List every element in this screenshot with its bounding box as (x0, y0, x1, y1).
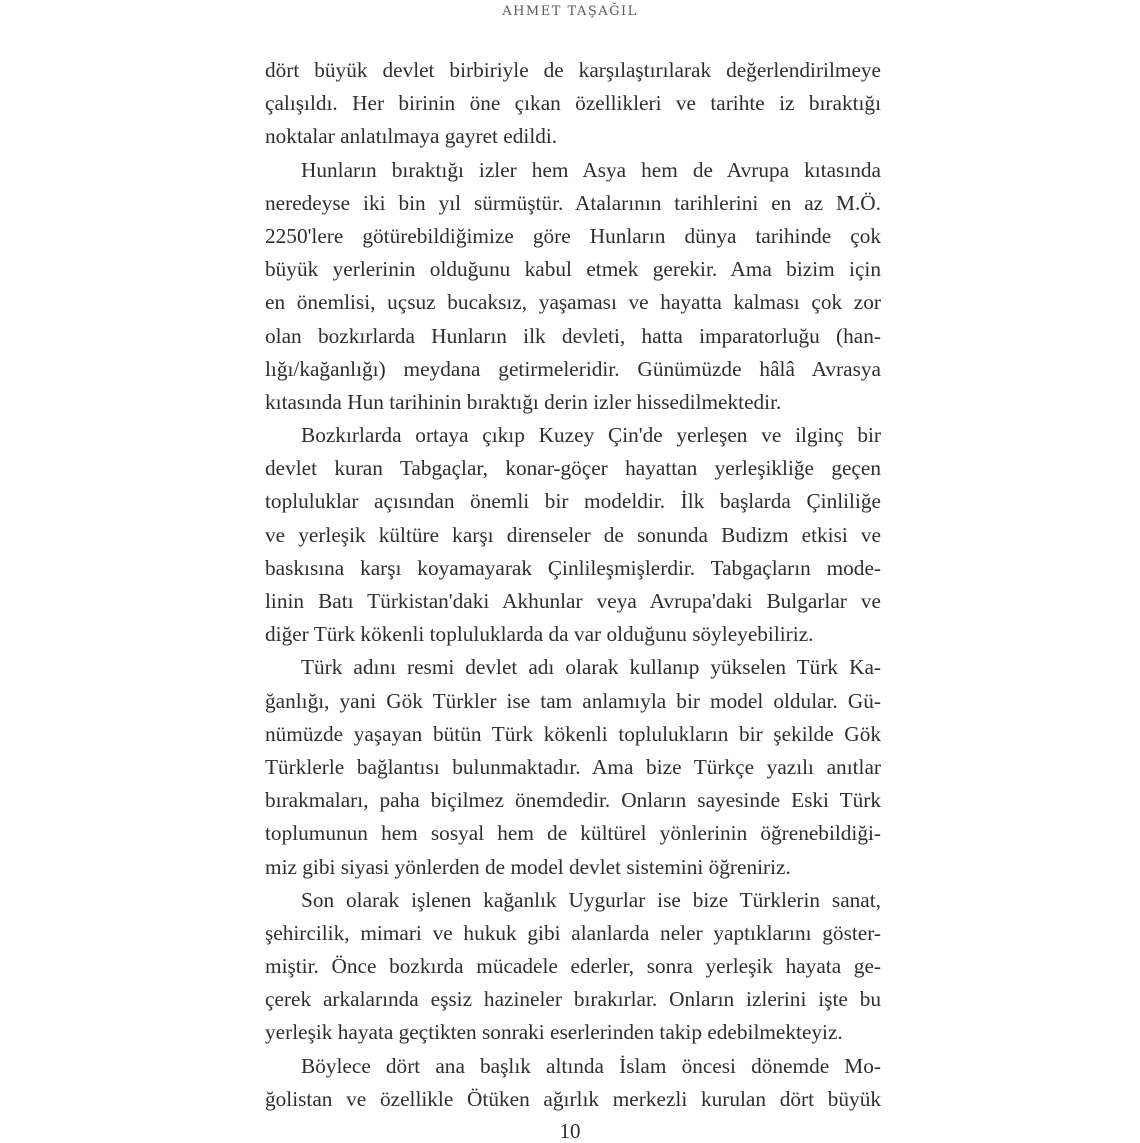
text-line: noktalar anlatılmaya gayret edildi. (265, 124, 558, 149)
text-line: topluluklar açısından önemli bir modeldir. İlk başlarda Çinliliğe (265, 489, 881, 514)
text-line: Hunların bıraktığı izler hem Asya hem de Avrupa kıtasında (301, 157, 881, 182)
text-line: linin Batı Türkistan'daki Akhunlar veya Avrupa'daki Bulgarlar ve (265, 589, 881, 613)
text-line: büyük yerlerinin olduğunu kabul etmek gerekir. Ama bizim için (265, 257, 881, 282)
running-header: AHMET TAŞAĞIL (502, 4, 638, 19)
text-line: lığı/kağanlığı) meydana getirmeleridir. Günümüzde hâlâ Avrasya (265, 356, 881, 381)
text-line: baskısına karşı koyamayarak Çinlileşmişlerdir. Tabgaçların mode- (265, 555, 881, 580)
body-text (265, 54, 881, 1116)
text-line: ve yerleşik kültüre karşı direnseler de sonunda Budizm etkisi ve (265, 522, 881, 547)
text-line: nümüzde yaşayan bütün Türk kökenli toplulukların bir şekilde Gök (265, 721, 881, 746)
text-line: olan bozkırlarda Hunların ilk devleti, hatta imparatorluğu (han- (265, 323, 881, 348)
page-number: 10 (559, 1119, 581, 1143)
text-line: Son olarak işlenen kağanlık Uygurlar ise bize Türklerin sanat, (301, 887, 881, 912)
text-line: Bozkırlarda ortaya çıkıp Kuzey Çin'de yerleşen ve ilginç bir (301, 423, 881, 448)
text-line: 2250'lere götürebildiğimize göre Hunların dünya tarihinde çok (265, 223, 881, 248)
text-line: ğolistan ve özellikle Ötüken ağırlık merkezli kurulan dört büyük (265, 1086, 881, 1111)
text-line: devlet kuran Tabgaçlar, konar-göçer hayattan yerleşikliğe geçen (265, 456, 881, 481)
text-line: şehircilik, mimari ve hukuk gibi alanlarda neler yaptıklarını göster- (265, 920, 881, 945)
text-line: neredeyse iki bin yıl sürmüştür. Atalarının tarihlerini en az M.Ö. (265, 190, 881, 215)
text-line: diğer Türk kökenli topluluklarda da var olduğunu söyleyebiliriz. (265, 622, 814, 647)
text-line: yerleşik hayata geçtikten sonraki eserlerinden takip edebilmekteyiz. (265, 1020, 843, 1045)
text-line: en önemlisi, uçsuz bucaksız, yaşaması ve hayatta kalması çok zor (265, 290, 881, 315)
text-line: toplumunun hem sosyal hem de kültürel yönlerinin öğrenebildiği- (265, 821, 881, 846)
text-line: çalışıldı. Her birinin öne çıkan özellikleri ve tarihte iz bıraktığı (265, 91, 881, 116)
text-line: miştir. Önce bozkırda mücadele ederler, sonra yerleşik hayata ge- (265, 954, 881, 979)
text-line: çerek arkalarında eşsiz hazineler bırakırlar. Onların izlerini işte bu (265, 987, 881, 1012)
text-line: Türk adını resmi devlet adı olarak kullanıp yükselen Türk Ka- (301, 655, 881, 680)
text-line: dört büyük devlet birbiriyle de karşılaştırılarak değerlendirilmeye (265, 58, 881, 82)
text-line: bırakmaları, paha biçilmez önemdedir. Onların sayesinde Eski Türk (265, 788, 881, 813)
text-line: Böylece dört ana başlık altında İslam öncesi dönemde Mo- (301, 1053, 881, 1078)
text-line: miz gibi siyasi yönlerden de model devlet sistemini öğreniriz. (265, 854, 791, 879)
text-line: Türklerle bağlantısı bulunmaktadır. Ama bize Türkçe yazılı anıtlar (265, 754, 881, 779)
text-line: kıtasında Hun tarihinin bıraktığı derin izler hissedilmektedir. (265, 389, 782, 414)
text-line: ğanlığı, yani Gök Türkler ise tam anlamıyla bir model oldular. Gü- (265, 688, 881, 713)
